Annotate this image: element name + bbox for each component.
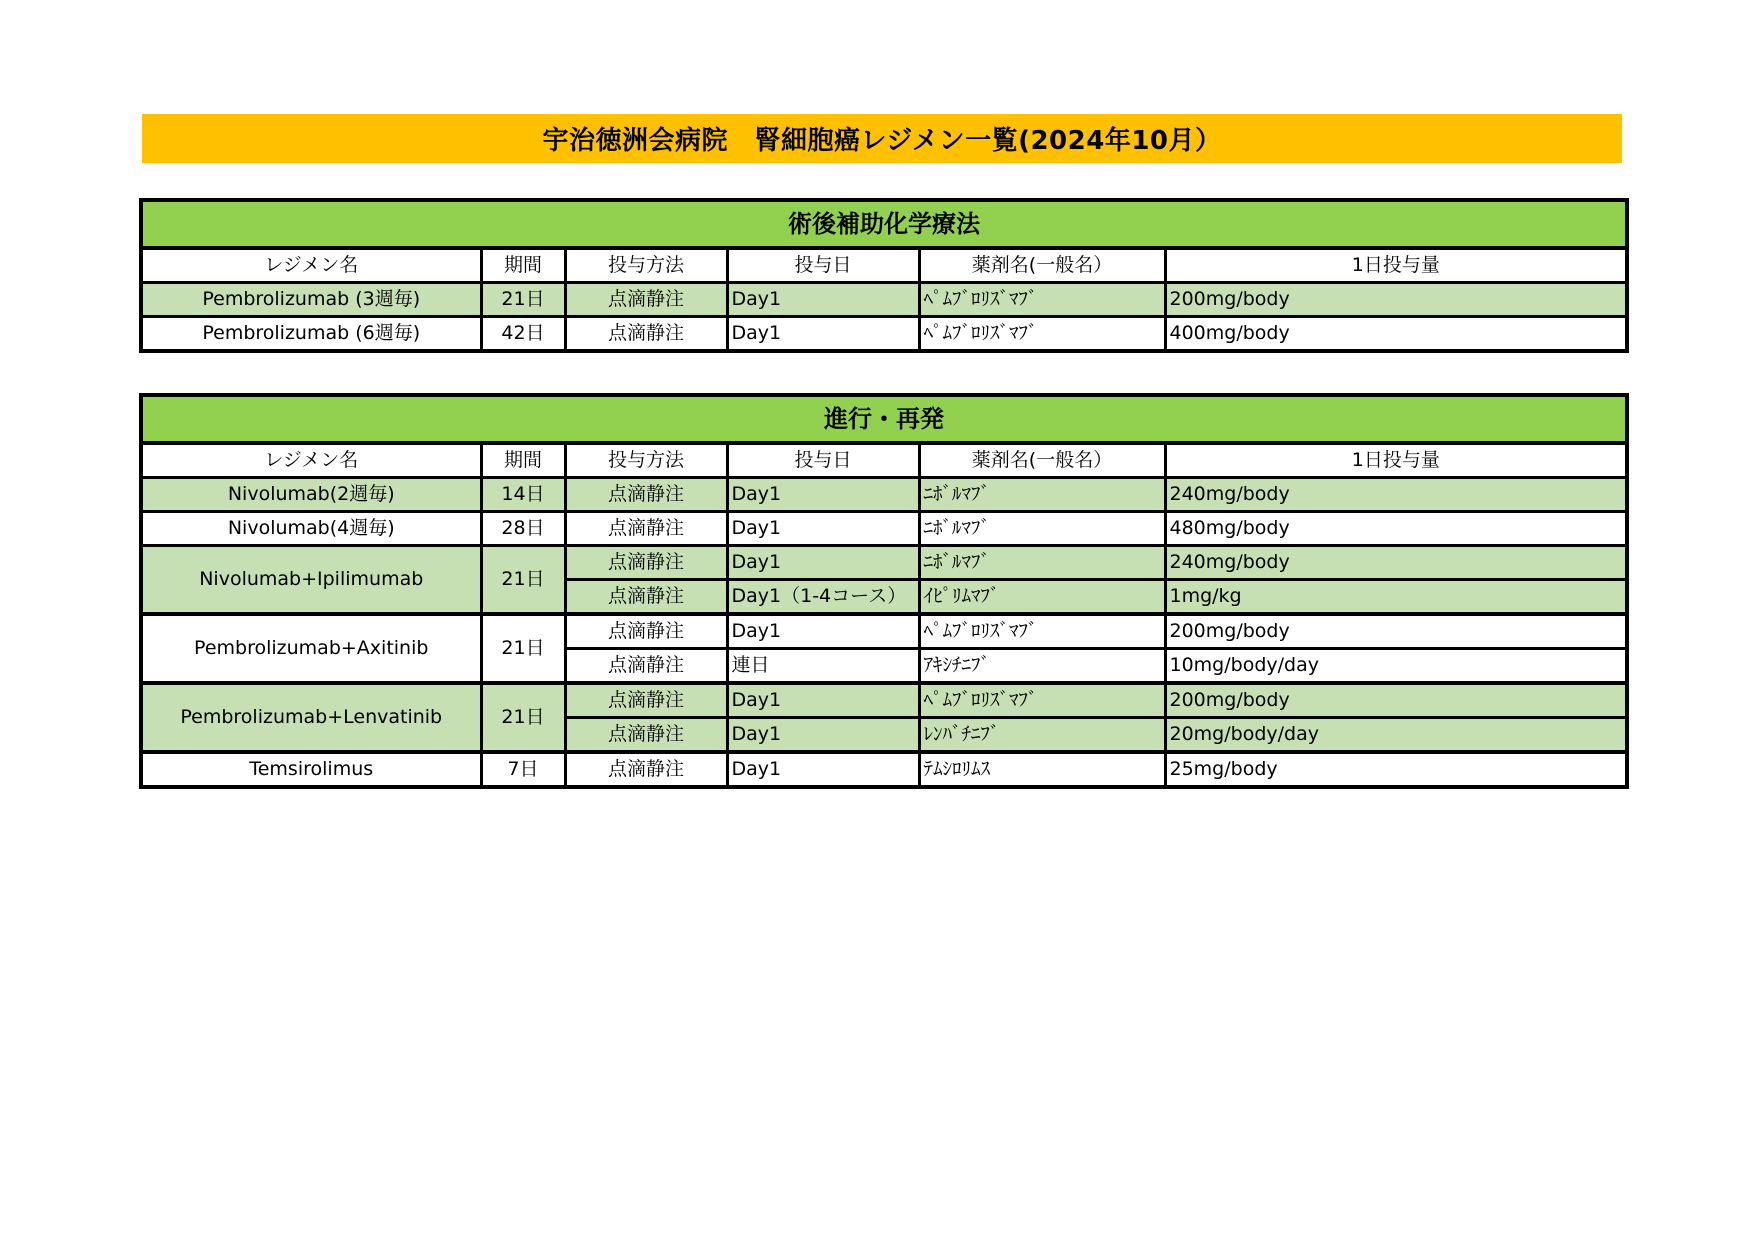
drug-name: ﾍﾟﾑﾌﾞﾛﾘｽﾞﾏﾌﾞ <box>919 283 1165 317</box>
column-header-row <box>141 443 1627 478</box>
period: 14日 <box>481 478 565 512</box>
regimen-name: Pembrolizumab+Axitinib <box>141 614 481 683</box>
column-header-method: 投与方法 <box>565 443 727 478</box>
column-header-period: 期間 <box>481 443 565 478</box>
drug-name: ﾍﾟﾑﾌﾞﾛﾘｽﾞﾏﾌﾞ <box>919 614 1165 649</box>
period: 21日 <box>481 546 565 615</box>
drug-name: ﾍﾟﾑﾌﾞﾛﾘｽﾞﾏﾌﾞ <box>919 683 1165 718</box>
section-heading: 術後補助化学療法 <box>141 200 1627 248</box>
drug-name: ﾆﾎﾞﾙﾏﾌﾞ <box>919 546 1165 580</box>
regimen-name: Nivolumab+Ipilimumab <box>141 546 481 615</box>
drug-name: ｱｷｼﾁﾆﾌﾞ <box>919 649 1165 684</box>
method: 点滴静注 <box>565 614 727 649</box>
column-header-method: 投与方法 <box>565 248 727 283</box>
table-row <box>141 752 1627 787</box>
drug-name: ﾃﾑｼﾛﾘﾑｽ <box>919 752 1165 787</box>
drug-name: ﾍﾟﾑﾌﾞﾛﾘｽﾞﾏﾌﾞ <box>919 317 1165 352</box>
method: 点滴静注 <box>565 649 727 684</box>
column-header-period: 期間 <box>481 248 565 283</box>
drug-name: ﾚﾝﾊﾞﾁﾆﾌﾞ <box>919 718 1165 753</box>
method: 点滴静注 <box>565 478 727 512</box>
table-row <box>141 283 1627 317</box>
column-header-day: 投与日 <box>727 443 919 478</box>
page-title: 宇治徳洲会病院 腎細胞癌レジメン一覧(2024年10月） <box>142 114 1622 163</box>
column-header-drug: 薬剤名(一般名） <box>919 443 1165 478</box>
daily-dose: 240mg/body <box>1165 546 1627 580</box>
method: 点滴静注 <box>565 546 727 580</box>
period: 21日 <box>481 614 565 683</box>
method: 点滴静注 <box>565 718 727 753</box>
regimen-name: Pembrolizumab (3週毎) <box>141 283 481 317</box>
period: 42日 <box>481 317 565 352</box>
admin-day: Day1 <box>727 752 919 787</box>
regimen-name: Nivolumab(4週毎) <box>141 512 481 546</box>
admin-day: Day1 <box>727 512 919 546</box>
column-header-regimen: レジメン名 <box>141 248 481 283</box>
table-row <box>141 546 1627 580</box>
admin-day: Day1 <box>727 718 919 753</box>
regimen-name: Temsirolimus <box>141 752 481 787</box>
daily-dose: 200mg/body <box>1165 683 1627 718</box>
method: 点滴静注 <box>565 512 727 546</box>
column-header-dose: 1日投与量 <box>1165 248 1627 283</box>
daily-dose: 10mg/body/day <box>1165 649 1627 684</box>
table-row <box>141 512 1627 546</box>
column-header-dose: 1日投与量 <box>1165 443 1627 478</box>
method: 点滴静注 <box>565 283 727 317</box>
adjuvant-regimen-table <box>139 198 1629 353</box>
daily-dose: 20mg/body/day <box>1165 718 1627 753</box>
section-heading: 進行・再発 <box>141 395 1627 443</box>
daily-dose: 400mg/body <box>1165 317 1627 352</box>
daily-dose: 200mg/body <box>1165 614 1627 649</box>
advanced-regimen-table <box>139 393 1629 789</box>
admin-day: 連日 <box>727 649 919 684</box>
column-header-drug: 薬剤名(一般名） <box>919 248 1165 283</box>
admin-day: Day1 <box>727 614 919 649</box>
column-header-regimen: レジメン名 <box>141 443 481 478</box>
daily-dose: 200mg/body <box>1165 283 1627 317</box>
drug-name: ｲﾋﾟﾘﾑﾏﾌﾞ <box>919 580 1165 615</box>
admin-day: Day1（1-4コース） <box>727 580 919 615</box>
drug-name: ﾆﾎﾞﾙﾏﾌﾞ <box>919 512 1165 546</box>
daily-dose: 1mg/kg <box>1165 580 1627 615</box>
period: 28日 <box>481 512 565 546</box>
admin-day: Day1 <box>727 317 919 352</box>
drug-name: ﾆﾎﾞﾙﾏﾌﾞ <box>919 478 1165 512</box>
daily-dose: 25mg/body <box>1165 752 1627 787</box>
period: 21日 <box>481 283 565 317</box>
period: 7日 <box>481 752 565 787</box>
period: 21日 <box>481 683 565 752</box>
table-row <box>141 614 1627 649</box>
admin-day: Day1 <box>727 283 919 317</box>
method: 点滴静注 <box>565 683 727 718</box>
method: 点滴静注 <box>565 752 727 787</box>
table-row <box>141 317 1627 352</box>
admin-day: Day1 <box>727 546 919 580</box>
regimen-name: Nivolumab(2週毎) <box>141 478 481 512</box>
daily-dose: 240mg/body <box>1165 478 1627 512</box>
method: 点滴静注 <box>565 580 727 615</box>
table-row <box>141 683 1627 718</box>
column-header-row <box>141 248 1627 283</box>
table-row <box>141 478 1627 512</box>
regimen-name: Pembrolizumab+Lenvatinib <box>141 683 481 752</box>
admin-day: Day1 <box>727 478 919 512</box>
regimen-name: Pembrolizumab (6週毎) <box>141 317 481 352</box>
admin-day: Day1 <box>727 683 919 718</box>
daily-dose: 480mg/body <box>1165 512 1627 546</box>
method: 点滴静注 <box>565 317 727 352</box>
column-header-day: 投与日 <box>727 248 919 283</box>
